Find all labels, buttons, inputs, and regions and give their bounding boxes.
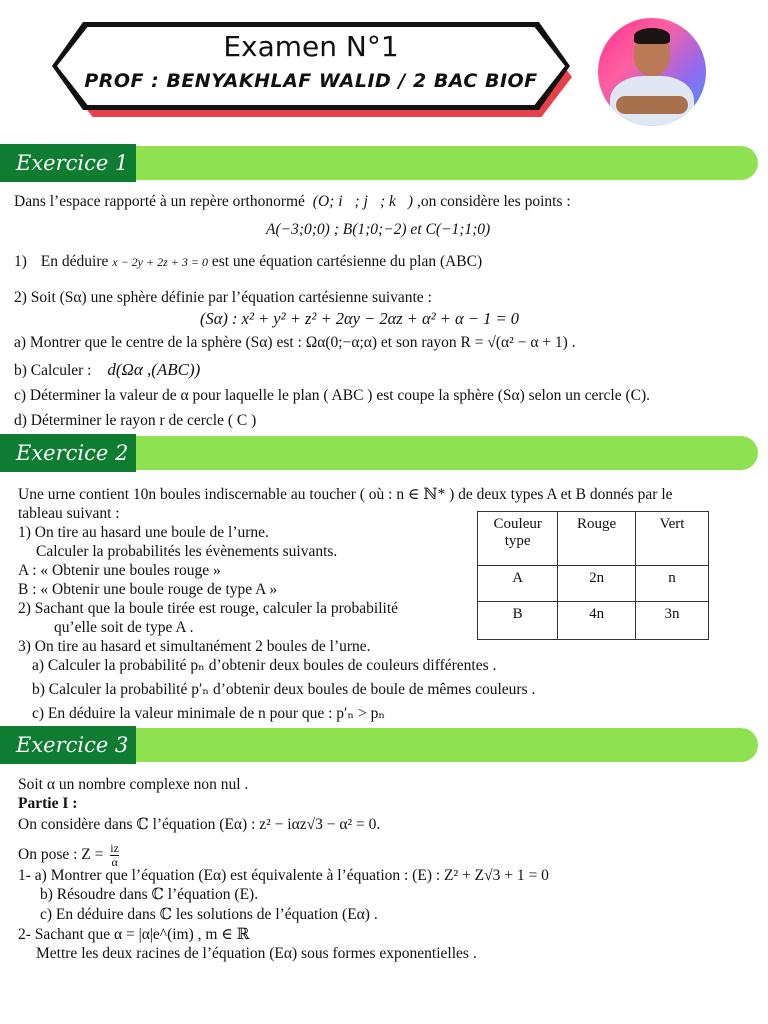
ex2-event-a: A : « Obtenir une boules rouge » xyxy=(18,562,221,579)
ex2-q3: 3) On tire au hasard et simultanément 2 boules de l’urne. xyxy=(18,638,371,655)
table-cell: A xyxy=(478,566,558,602)
ex2-q3-a: a) Calculer la probabilité pₙ d’obtenir deux boules de couleurs différentes . xyxy=(32,657,497,674)
ex2-intro-2: tableau suivant : xyxy=(18,505,120,522)
table-row xyxy=(478,566,709,602)
ex1-qc: c) Déterminer la valeur de α pour laquelle le plan ( ABC ) est coupe la sphère (Sα) selon un cercle (C). xyxy=(14,387,651,404)
ex2-q2-b: qu’elle soit de type A . xyxy=(54,619,194,636)
teacher-avatar xyxy=(598,18,706,126)
exam-title: Examen N°1 xyxy=(223,30,399,63)
fraction: $\frac{iz}{\alpha}$ xyxy=(110,841,119,869)
table-header: Vert xyxy=(635,512,708,566)
ex1-qb: b) Calculer : d(Ωα ,(ABC)) xyxy=(14,360,201,379)
ex2-q2: 2) Sachant que la boule tirée est rouge, calculer la probabilité xyxy=(18,600,399,617)
table-header: Couleur type xyxy=(478,512,558,566)
ex3-line-1: Soit α un nombre complexe non nul . xyxy=(18,776,249,793)
repere-notation: (O; i⃗; j⃗; k⃗) xyxy=(312,193,414,210)
ex2-intro-1: Une urne contient 10n boules indiscernable au toucher ( où : n ∈ ℕ* ) de deux types A et B donnés par le xyxy=(18,486,673,503)
ex3-part-title: Partie I : xyxy=(18,795,78,812)
distance-expression: d(Ωα ,(ABC)) xyxy=(107,360,201,379)
exercise-3-title: Exercice 3 xyxy=(0,726,136,764)
ex1-q2-intro: 2) Soit (Sα) une sphère définie par l’équation cartésienne suivante : xyxy=(14,289,432,306)
ex1-intro: Dans l’espace rapporté à un repère orthonormé (O; i⃗; j⃗; k⃗) ,on considère les points : xyxy=(14,193,571,210)
table-cell: 4n xyxy=(558,602,636,640)
ex2-event-b: B : « Obtenir une boule rouge de type A » xyxy=(18,581,278,598)
ex3-line-5: 1- a) Montrer que l’équation (Eα) est équivalente à l’équation : (E) : Z² + Z√3 + 1 = 0 xyxy=(18,867,549,884)
ex3-line-7: c) En déduire dans ℂ les solutions de l’équation (Eα) . xyxy=(40,906,378,923)
ex2-q1-b: Calculer la probabilités les évènements suivants. xyxy=(36,543,338,560)
ex1-qd: d) Déterminer le rayon r de cercle ( C ) xyxy=(14,412,257,429)
table-cell: 3n xyxy=(635,602,708,640)
ex3-line-9: Mettre les deux racines de l’équation (Eα) sous formes exponentielles . xyxy=(36,945,477,962)
sphere-equation: (Sα) : x² + y² + z² + 2αy − 2αz + α² + α − 1 = 0 xyxy=(200,309,519,328)
avatar-hair xyxy=(634,28,670,44)
ex1-points: A(−3;0;0) ; B(1;0;−2) et C(−1;1;0) xyxy=(266,221,491,238)
ex3-line-8: 2- Sachant que α = |α|e^(im) , m ∈ ℝ xyxy=(18,926,250,943)
table-header: Rouge xyxy=(558,512,636,566)
table-row xyxy=(478,602,709,640)
ex2-q1: 1) On tire au hasard une boule de l’urne. xyxy=(18,524,269,541)
plane-equation: x − 2y + 2z + 3 = 0 xyxy=(112,255,208,269)
urn-table xyxy=(477,511,709,640)
ex2-q3-b: b) Calculer la probabilité p′ₙ d’obtenir deux boules de boule de mêmes couleurs . xyxy=(32,681,536,698)
exercise-1-title: Exercice 1 xyxy=(0,144,136,182)
table-cell: 2n xyxy=(558,566,636,602)
table-cell: B xyxy=(478,602,558,640)
ex3-line-3: On considère dans ℂ l’équation (Eα) : z² − iαz√3 − α² = 0. xyxy=(18,816,381,833)
ex1-q1: 1) En déduire x − 2y + 2z + 3 = 0 est une équation cartésienne du plan (ABC) xyxy=(14,253,483,270)
table-header-row xyxy=(478,512,709,566)
ex1-qa: a) Montrer que le centre de la sphère (Sα) est : Ωα(0;−α;α) et son rayon R = √(α² − α + 1) . xyxy=(14,334,576,351)
exam-subtitle: PROF : BENYAKHLAF WALID / 2 BAC BIOF xyxy=(84,70,538,92)
ex3-line-6: b) Résoudre dans ℂ l’équation (E). xyxy=(40,886,259,903)
ex3-line-4: On pose : Z = $\frac{iz}{\alpha}$ xyxy=(18,841,119,869)
ex2-q3-c: c) En déduire la valeur minimale de n pour que : p′ₙ > pₙ xyxy=(32,705,386,722)
avatar-arms xyxy=(616,96,688,114)
table-cell: n xyxy=(635,566,708,602)
exercise-2-title: Exercice 2 xyxy=(0,434,136,472)
